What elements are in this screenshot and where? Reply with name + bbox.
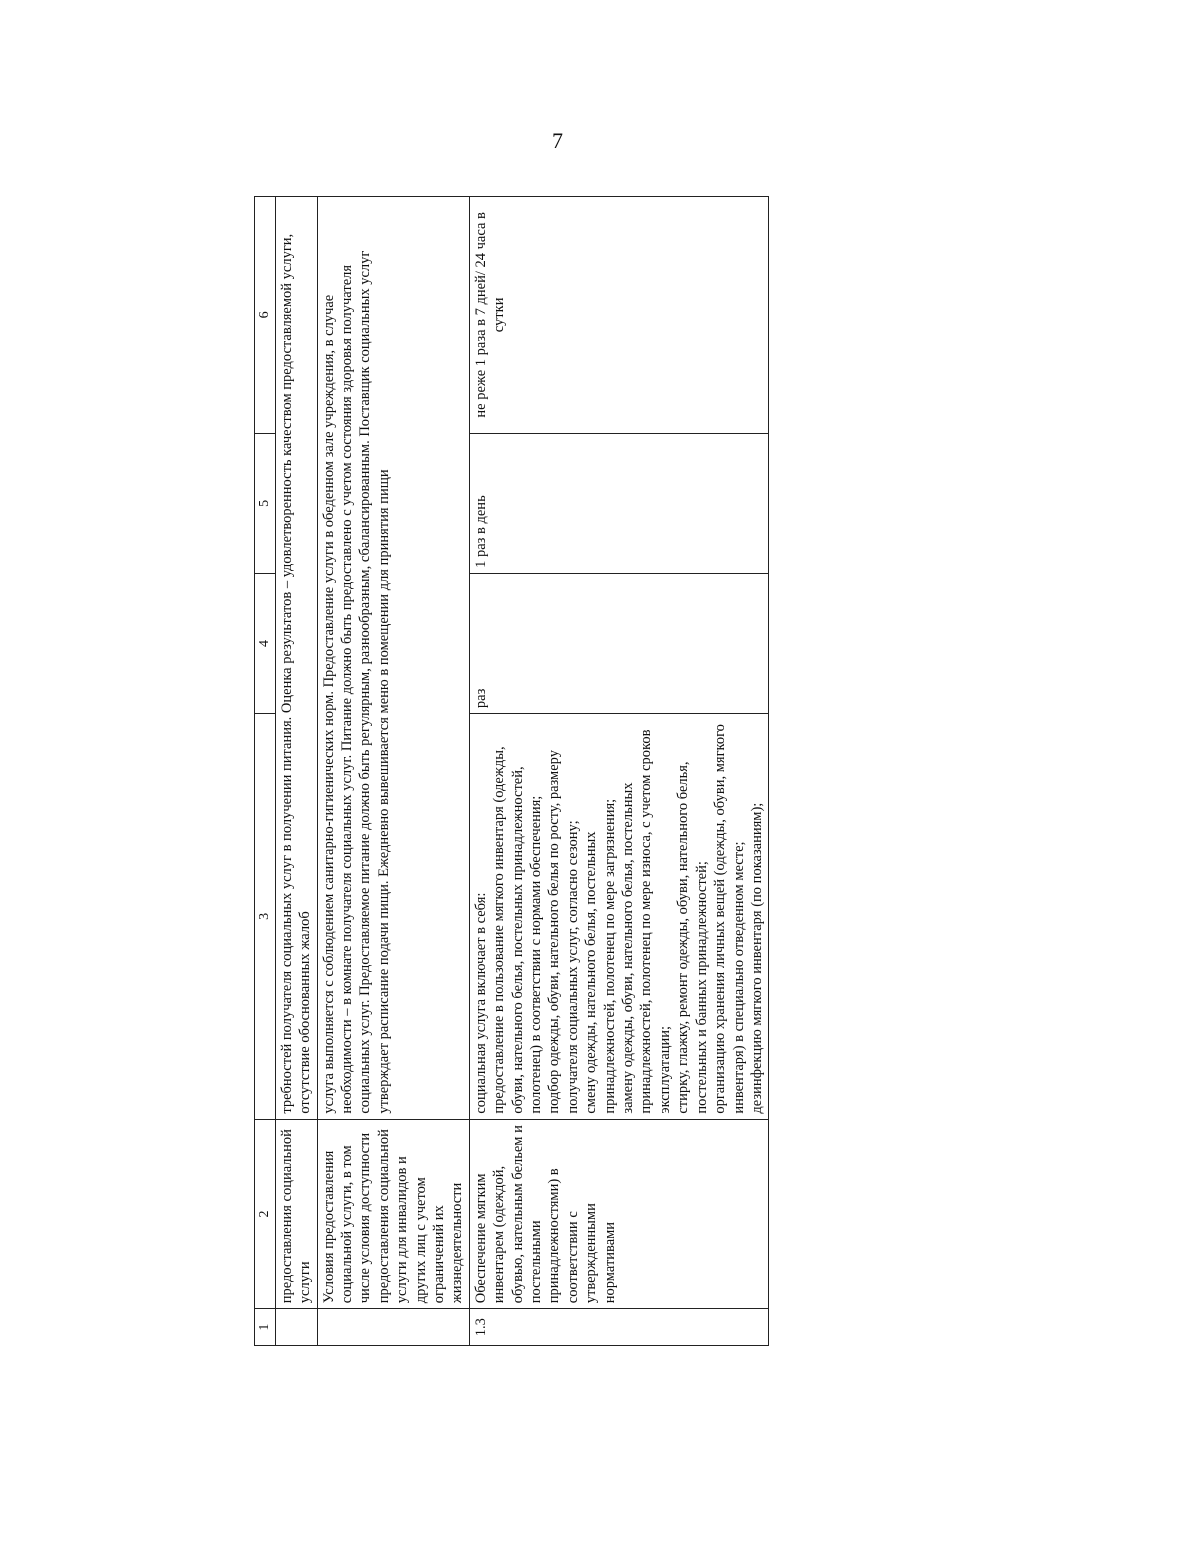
cell-term: не реже 1 раза в 7 дней/ 24 часа в сутки [469, 197, 769, 434]
cell-service-content [469, 714, 769, 1120]
cell-number: 1.3 [469, 1309, 769, 1346]
cell-merged-text: требностей получателя социальных услуг в получении питания. Оценка результатов – удовлетворенность качеством предоставляемой услуги, отсутствие обоснованных жалоб [275, 197, 317, 1120]
content-line: замену одежды, обуви, нательного белья, постельных принадлежностей, полотенец по мере износа, с учетом сроков эксплуатации; [620, 729, 673, 1114]
cell-frequency: 1 раз в день [469, 433, 769, 573]
content-line: дезинфекцию мягкого инвентаря (по показаниям); [748, 802, 765, 1114]
page-number: 7 [552, 128, 563, 153]
table-row [469, 197, 769, 1346]
header-row [255, 197, 276, 1346]
content-line: организацию хранения личных вещей (одежды, обуви, мягкого инвентаря) в специально отведенном месте; [712, 724, 747, 1114]
cell-label: предоставления социальной услуги [275, 1119, 317, 1309]
header-col-3: 3 [255, 714, 276, 1120]
cell-merged-text: услуга выполняется с соблюдением санитарно-гигиенических норм. Предоставление услуги в обеденном зале учреждения, в случае необходимости – в комнате получателя социальных услуг. Питание должно быть предоставлено с учетом состояния здоровья получателя социальных услуг. Предоставляемое питание должно быть регулярным, разнообразным, сбалансированным. Поставщик социальных услуг утверждает расписание подачи пищи. Ежедневно вывешивается меню в помещении для принятия пищи [317, 197, 469, 1120]
content-line: смену одежды, нательного белья, постельных принадлежностей, полотенец по мере загрязнения; [583, 798, 618, 1114]
header-col-5: 5 [255, 433, 276, 573]
cell-label: Условия предоставления социальной услуги, в том числе условия доступности предоставления социальной услуги для инвалидов и других лиц с учетом ограничений их жизнедеятельности [317, 1119, 469, 1309]
cell-empty [317, 1309, 469, 1346]
table-row [275, 197, 317, 1346]
cell-empty [275, 1309, 317, 1346]
content-line: стирку, глажку, ремонт одежды, обуви, нательного белья, постельных и банных принадлежностей; [675, 761, 710, 1114]
header-col-4: 4 [255, 573, 276, 713]
content-line: подбор одежды, обуви, нательного белья по росту, размеру получателя социальных услуг, согласно сезону; [546, 750, 581, 1114]
cell-service-name: Обеспечение мягким инвентарем (одеждой, обувью, нательным бельем и постельными принадлежностями) в соответствии с утвержденными нормативами [469, 1119, 769, 1309]
services-table [254, 196, 769, 1346]
header-col-6: 6 [255, 197, 276, 434]
table-row [317, 197, 469, 1346]
content-line: предоставление в пользование мягкого инвентаря (одежды, обуви, нательного белья, постельных принадлежностей, полотенец) в соответствии с нормами обеспечения; [491, 746, 545, 1114]
rotated-table-container [254, 196, 1014, 1346]
cell-unit: раз [469, 573, 769, 713]
header-col-1: 1 [255, 1309, 276, 1346]
content-line: социальная услуга включает в себя: [472, 892, 489, 1114]
header-col-2: 2 [255, 1119, 276, 1309]
